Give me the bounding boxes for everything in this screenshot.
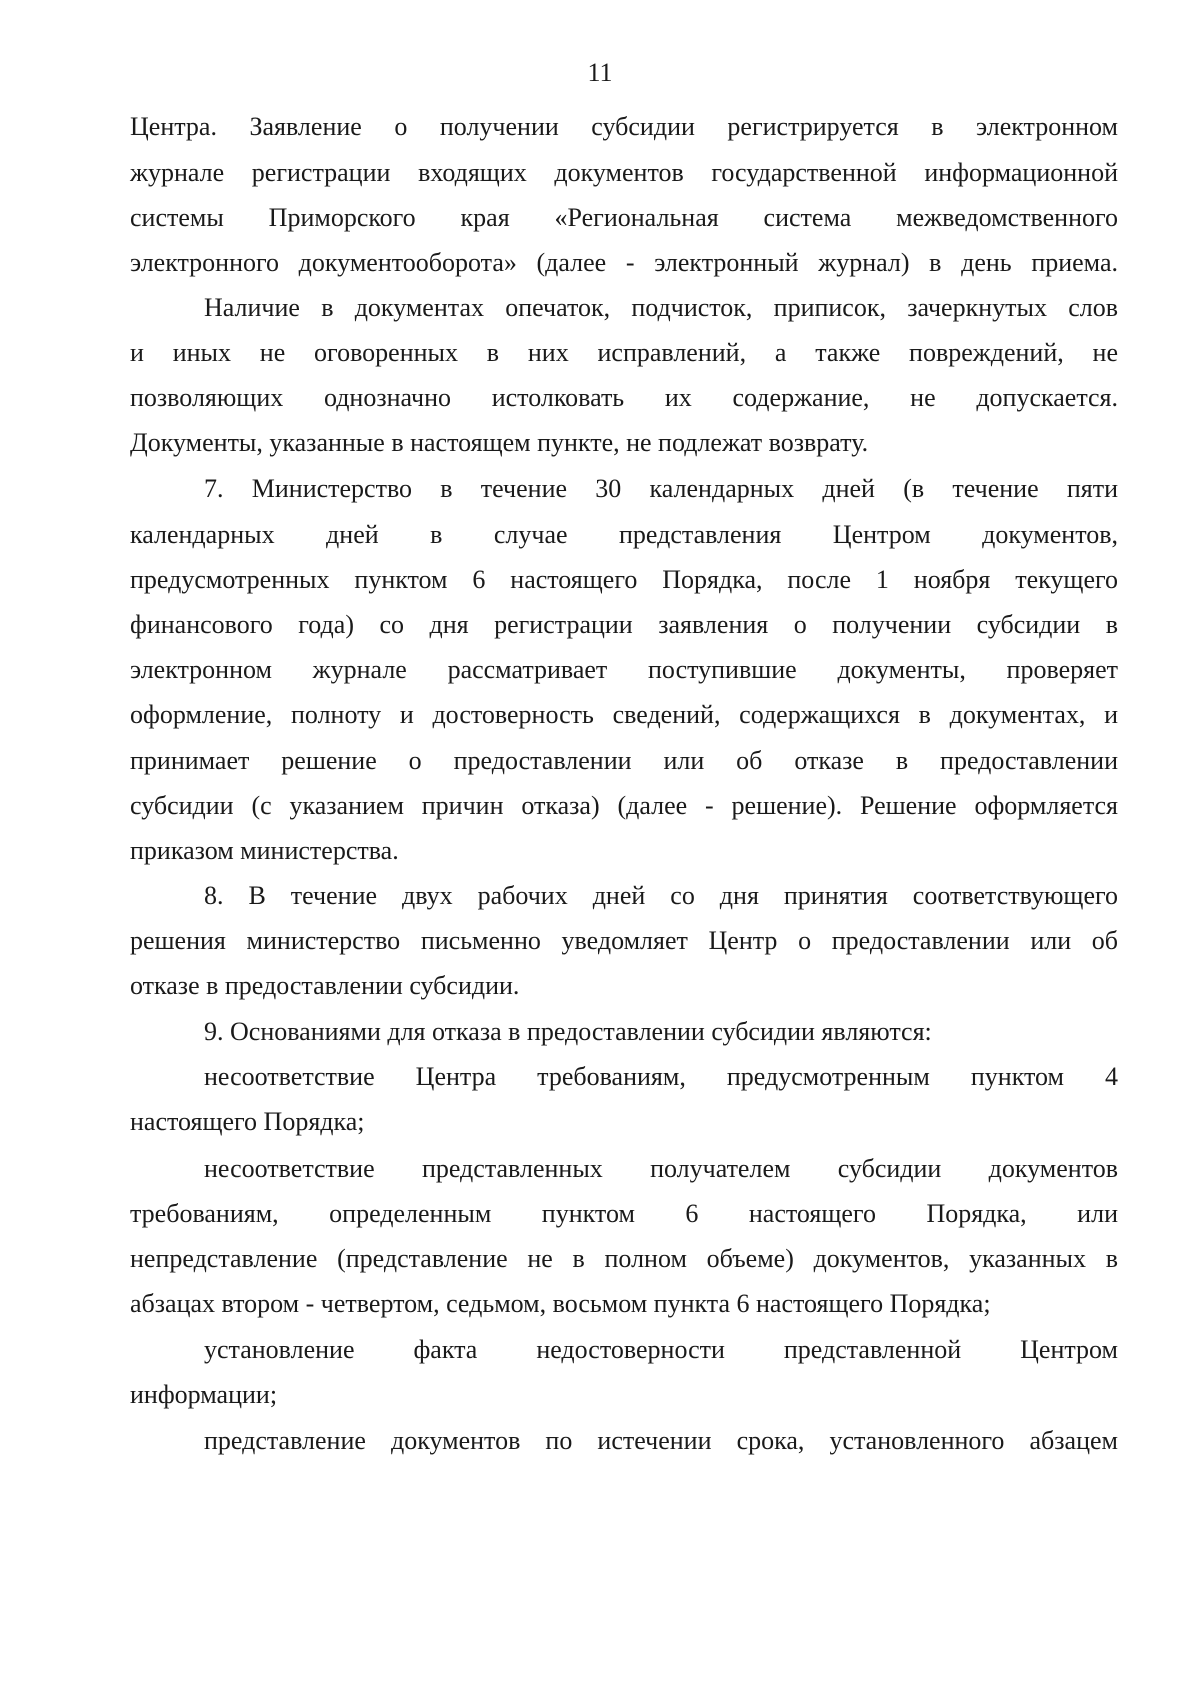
text-line: субсидии (с указанием причин отказа) (далее - решение). Решение оформляется [130,791,1118,820]
text-line: Наличие в документах опечаток, подчисток, приписок, зачеркнутых слов [204,293,1118,322]
text-line: 8. В течение двух рабочих дней со дня принятия соответствующего [204,881,1118,910]
text-line: несоответствие Центра требованиям, предусмотренным пунктом 4 [204,1062,1118,1091]
text-line: решения министерство письменно уведомляет Центр о предоставлении или об [130,926,1118,955]
text-line: установление факта недостоверности представленной Центром [204,1335,1118,1364]
text-line: требованиям, определенным пунктом 6 настоящего Порядка, или [130,1199,1118,1228]
text-line: Документы, указанные в настоящем пункте, не подлежат возврату. [130,428,869,457]
text-line: предусмотренных пунктом 6 настоящего Порядка, после 1 ноября текущего [130,565,1118,594]
text-line: абзацах втором - четвертом, седьмом, восьмом пункта 6 настоящего Порядка; [130,1289,991,1318]
text-line: отказе в предоставлении субсидии. [130,971,520,1000]
text-line: информации; [130,1380,278,1409]
text-line: принимает решение о предоставлении или об отказе в предоставлении [130,746,1118,775]
text-line: приказом министерства. [130,836,399,865]
text-line: позволяющих однозначно истолковать их содержание, не допускается. [130,383,1118,412]
text-line: непредставление (представление не в полном объеме) документов, указанных в [130,1244,1118,1273]
text-line: 9. Основаниями для отказа в предоставлении субсидии являются: [204,1017,932,1046]
text-line: и иных не оговоренных в них исправлений, а также повреждений, не [130,338,1118,367]
text-line: настоящего Порядка; [130,1107,365,1136]
text-line: оформление, полноту и достоверность сведений, содержащихся в документах, и [130,700,1118,729]
text-line: журнале регистрации входящих документов государственной информационной [130,158,1118,187]
text-line: несоответствие представленных получателем субсидии документов [204,1154,1118,1183]
text-line: Центра. Заявление о получении субсидии регистрируется в электронном [130,112,1118,141]
text-line: календарных дней в случае представления Центром документов, [130,520,1118,549]
text-line: системы Приморского края «Региональная система межведомственного [130,203,1118,232]
text-line: электронного документооборота» (далее - электронный журнал) в день приема. [130,248,1118,277]
page-number: 11 [587,58,613,87]
text-line: финансового года) со дня регистрации заявления о получении субсидии в [130,610,1118,639]
text-line: 7. Министерство в течение 30 календарных дней (в течение пяти [204,474,1118,503]
text-line: представление документов по истечении срока, установленного абзацем [204,1426,1118,1455]
text-line: электронном журнале рассматривает поступившие документы, проверяет [130,655,1118,684]
